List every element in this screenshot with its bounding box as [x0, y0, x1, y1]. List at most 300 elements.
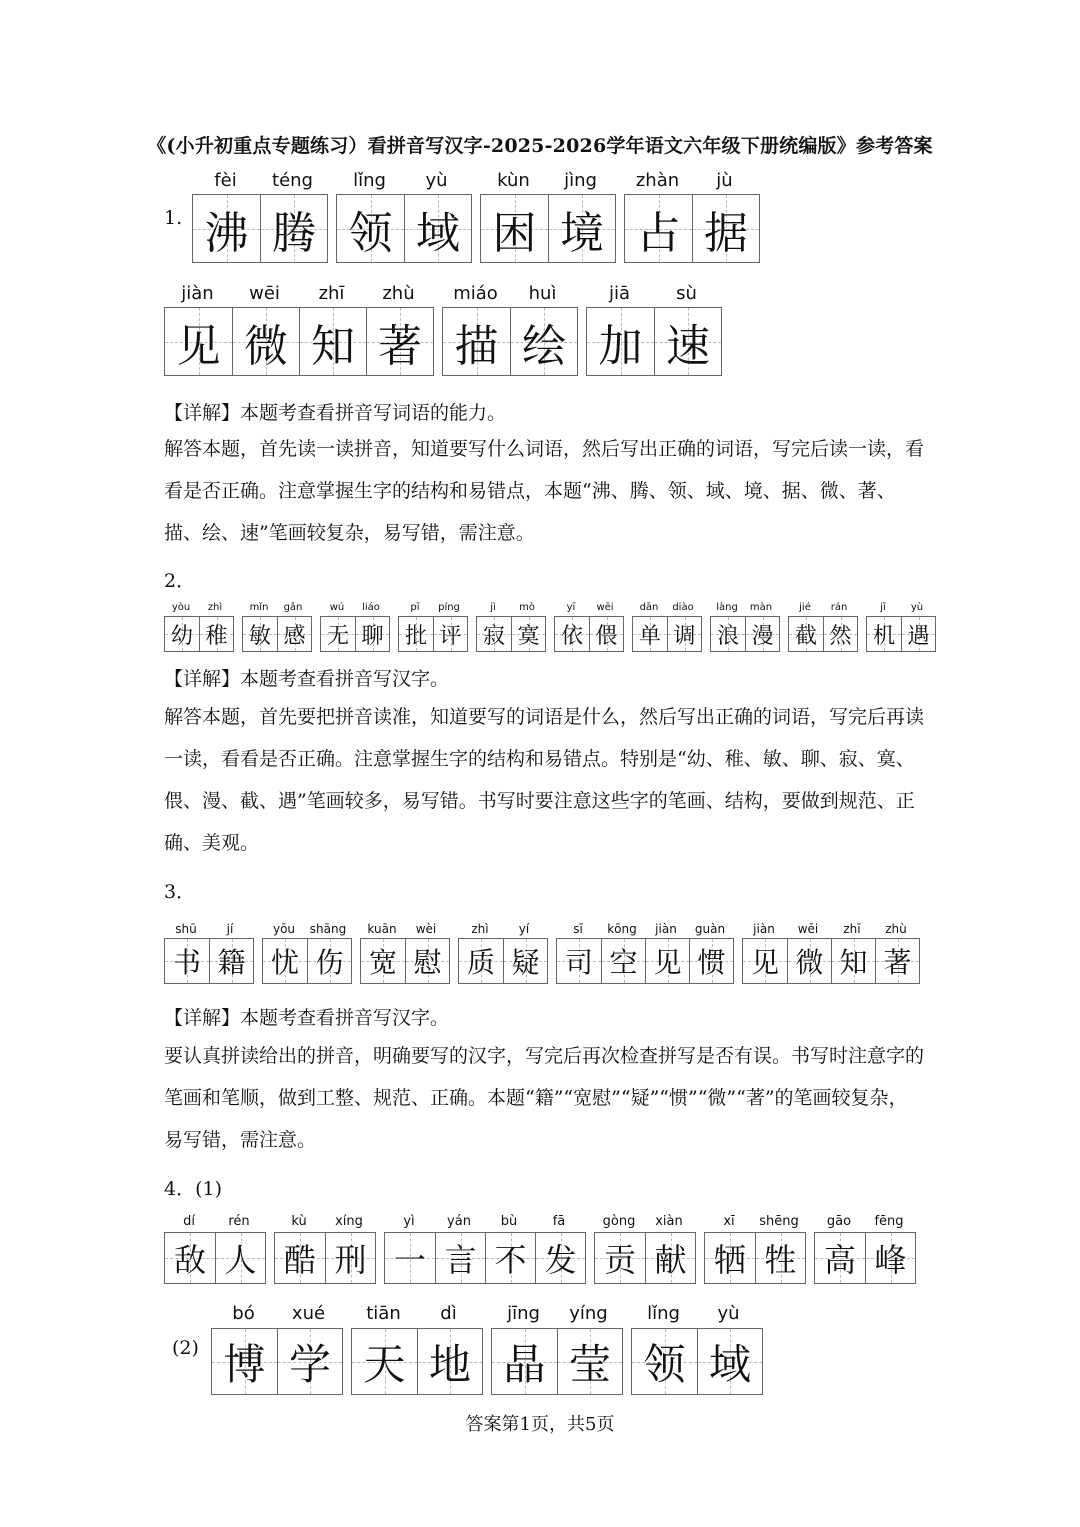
character-grid: [458, 938, 548, 984]
hanzi-character: 寞: [517, 623, 540, 649]
q1-row-1: [192, 168, 760, 263]
hanzi-character: 惯: [697, 946, 726, 979]
character-box: [481, 195, 548, 262]
word-group: [458, 920, 548, 984]
hanzi-character: 聊: [361, 623, 384, 649]
character-box: [212, 1329, 277, 1394]
hanzi-character: 疑: [511, 946, 540, 979]
pinyin-syllable: gòng: [602, 1214, 636, 1229]
character-box: [831, 939, 875, 983]
pinyin-syllable: yíng: [569, 1303, 608, 1324]
hanzi-character: 晶: [503, 1339, 546, 1389]
character-grid: [442, 307, 578, 376]
character-box: [404, 195, 471, 262]
pinyin-syllable: pī: [410, 602, 420, 613]
hanzi-character: 知: [311, 320, 355, 372]
hanzi-character: 司: [564, 946, 593, 979]
pinyin-syllable: dān: [639, 602, 659, 613]
character-grid: [476, 616, 546, 652]
character-box: [901, 617, 935, 651]
hanzi-character: 境: [560, 207, 604, 259]
character-grid: [242, 616, 312, 652]
character-box: [307, 939, 351, 983]
hanzi-character: 人: [224, 1241, 257, 1279]
character-box: [299, 308, 366, 375]
hanzi-character: 微: [795, 946, 824, 979]
character-grid: [164, 307, 434, 376]
character-box: [399, 617, 433, 651]
q3-explanation: [164, 1035, 924, 1161]
question-number-1: 1.: [164, 207, 183, 229]
pinyin-line: [631, 1300, 763, 1328]
hanzi-character: 见: [176, 320, 221, 372]
character-box: [815, 1233, 865, 1283]
character-box: [595, 1233, 645, 1283]
pinyin-syllable: yù: [425, 170, 448, 191]
character-box: [277, 1329, 342, 1394]
character-box: [589, 617, 623, 651]
q1-explanation: [164, 428, 924, 554]
character-box: [697, 1329, 762, 1394]
pinyin-syllable: yì: [403, 1214, 415, 1229]
pinyin-line: [586, 281, 722, 307]
pinyin-line: [458, 920, 548, 938]
hanzi-character: 酷: [283, 1241, 316, 1279]
hanzi-character: 然: [829, 623, 852, 649]
word-group: [360, 920, 450, 984]
character-grid: [556, 938, 734, 984]
character-grid: [594, 1232, 696, 1284]
character-box: [209, 939, 253, 983]
pinyin-syllable: guàn: [694, 922, 726, 936]
question-number-4-sub-2: (2): [172, 1337, 199, 1359]
pinyin-line: [594, 1212, 696, 1232]
pinyin-syllable: zhī: [318, 283, 345, 304]
hanzi-character: 高: [823, 1241, 856, 1279]
q1-paragraph: 解答本题，首先读一读拼音，知道要写什么词语，然后写出正确的词语，写完后读一读，看看是否正确。注意掌握生字的结构和易错点，本题“沸、腾、领、域、境、据、微、著、描、绘、速”笔画较复杂，易写错，需注意。: [164, 438, 925, 544]
pinyin-syllable: kuān: [367, 922, 397, 936]
pinyin-syllable: kōng: [607, 922, 637, 936]
character-grid: [274, 1232, 376, 1284]
pinyin-syllable: dí: [183, 1214, 195, 1229]
q2-paragraph: 解答本题，首先要把拼音读准，知道要写的词语是什么，然后写出正确的词语，写完后再读一读，看看是否正确。注意掌握生字的结构和易错点。特别是“幼、稚、敏、聊、寂、寞、偎、漫、截、遇”笔画较多，易写错。书写时要注意这些字的笔画、结构，要做到规范、正确、美观。: [164, 706, 925, 854]
hanzi-character: 言: [444, 1241, 477, 1279]
word-group: [624, 168, 760, 263]
character-box: [485, 1233, 535, 1283]
hanzi-character: 遇: [907, 623, 930, 649]
pinyin-syllable: bó: [232, 1303, 255, 1324]
pinyin-syllable: yōu: [272, 922, 296, 936]
hanzi-character: 地: [428, 1339, 471, 1389]
pinyin-syllable: màn: [749, 602, 773, 613]
character-grid: [624, 194, 760, 263]
hanzi-character: 机: [872, 623, 895, 649]
pinyin-syllable: téng: [272, 170, 313, 191]
q2-row-1: [164, 600, 936, 652]
pinyin-line: [788, 600, 858, 616]
hanzi-character: 牲: [764, 1241, 797, 1279]
hanzi-character: 加: [598, 320, 643, 372]
hanzi-character: 领: [348, 207, 393, 259]
character-box: [867, 617, 901, 651]
word-group: [556, 920, 734, 984]
pinyin-syllable: wú: [329, 602, 345, 613]
pinyin-syllable: gǎn: [283, 602, 303, 613]
pinyin-syllable: wèi: [415, 922, 437, 936]
pinyin-syllable: fèi: [214, 170, 237, 191]
pinyin-line: [242, 600, 312, 616]
hanzi-character: 稚: [205, 623, 228, 649]
character-box: [692, 195, 759, 262]
character-box: [510, 308, 577, 375]
pinyin-line: [336, 168, 472, 194]
pinyin-line: [554, 600, 624, 616]
hanzi-character: 知: [839, 946, 868, 979]
character-box: [277, 617, 311, 651]
hanzi-character: 不: [494, 1241, 527, 1279]
pinyin-syllable: yù: [910, 602, 924, 613]
word-group: [164, 1212, 266, 1284]
character-box: [654, 308, 721, 375]
q3-row-1: [164, 920, 920, 984]
character-grid: [491, 1328, 623, 1395]
hanzi-character: 牺: [713, 1241, 746, 1279]
pinyin-syllable: mǐn: [249, 602, 269, 613]
hanzi-character: 域: [416, 207, 460, 259]
character-box: [625, 195, 692, 262]
pinyin-line: [632, 600, 702, 616]
word-group: [491, 1300, 623, 1395]
character-box: [632, 1329, 697, 1394]
pinyin-syllable: zhì: [471, 922, 489, 936]
question-number-3: 3．: [164, 881, 196, 903]
pinyin-syllable: shū: [175, 922, 197, 936]
word-group: [632, 600, 702, 652]
pinyin-syllable: fā: [552, 1214, 566, 1229]
character-grid: [164, 1232, 266, 1284]
character-box: [165, 939, 209, 983]
pinyin-syllable: mò: [519, 602, 535, 613]
q3-detail: 【详解】本题考查看拼音写汉字。: [164, 1007, 450, 1029]
word-group: [242, 600, 312, 652]
pinyin-syllable: jī: [880, 602, 886, 613]
character-box: [477, 617, 511, 651]
pinyin-syllable: shēng: [759, 1214, 799, 1229]
hanzi-character: 著: [378, 320, 422, 372]
question-number-2: 2．: [164, 570, 196, 592]
pinyin-syllable: huì: [528, 283, 557, 304]
hanzi-character: 峰: [874, 1241, 907, 1279]
character-grid: [384, 1232, 586, 1284]
character-grid: [788, 616, 858, 652]
hanzi-character: 贡: [603, 1241, 636, 1279]
character-grid: [360, 938, 450, 984]
hanzi-character: 沸: [204, 207, 249, 259]
character-box: [645, 1233, 695, 1283]
character-box: [789, 617, 823, 651]
pinyin-line: [624, 168, 760, 194]
pinyin-line: [480, 168, 616, 194]
word-group: [398, 600, 468, 652]
word-group: [814, 1212, 916, 1284]
pinyin-line: [814, 1212, 916, 1232]
character-box: [361, 939, 405, 983]
character-box: [535, 1233, 585, 1283]
character-grid: [554, 616, 624, 652]
word-group: [704, 1212, 806, 1284]
character-box: [443, 308, 510, 375]
pinyin-syllable: tiān: [366, 1303, 401, 1324]
character-grid: [320, 616, 390, 652]
character-box: [787, 939, 831, 983]
hanzi-character: 域: [708, 1339, 751, 1389]
character-box: [492, 1329, 557, 1394]
pinyin-syllable: zhī: [843, 922, 861, 936]
pinyin-syllable: jīng: [507, 1303, 540, 1324]
character-box: [417, 1329, 482, 1394]
character-grid: [336, 194, 472, 263]
hanzi-character: 见: [750, 946, 779, 979]
pinyin-syllable: yòu: [171, 602, 191, 613]
character-grid: [586, 307, 722, 376]
pinyin-syllable: làng: [716, 602, 738, 613]
hanzi-character: 批: [404, 623, 427, 649]
character-box: [337, 195, 404, 262]
character-box: [745, 617, 779, 651]
hanzi-character: 博: [223, 1339, 266, 1389]
hanzi-character: 截: [794, 623, 817, 649]
word-group: [442, 281, 578, 376]
pinyin-syllable: zhù: [885, 922, 907, 936]
q1-row-2: [164, 281, 722, 376]
character-box: [321, 617, 355, 651]
character-box: [633, 617, 667, 651]
character-box: [385, 1233, 435, 1283]
character-box: [875, 939, 919, 983]
word-group: [480, 168, 616, 263]
word-group: [164, 600, 234, 652]
hanzi-character: 敌: [173, 1241, 206, 1279]
pinyin-syllable: xiàn: [655, 1214, 683, 1229]
character-grid: [262, 938, 352, 984]
character-box: [557, 939, 601, 983]
pinyin-line: [164, 281, 434, 307]
q3-paragraph: 要认真拼读给出的拼音，明确要写的汉字，写完后再次检查拼写是否有误。书写时注意字的笔画和笔顺，做到工整、规范、正确。本题“籍”“宽慰”“疑”“惯”“微”“著”的笔画较复杂，易写错，需注意。: [164, 1045, 925, 1151]
hanzi-character: 偎: [595, 623, 618, 649]
hanzi-character: 调: [673, 623, 696, 649]
character-grid: [632, 616, 702, 652]
hanzi-character: 质: [466, 946, 495, 979]
character-box: [165, 308, 232, 375]
hanzi-character: 发: [544, 1241, 577, 1279]
character-grid: [398, 616, 468, 652]
pinyin-line: [320, 600, 390, 616]
hanzi-character: 腾: [272, 207, 316, 259]
character-grid: [814, 1232, 916, 1284]
word-group: [710, 600, 780, 652]
pinyin-line: [211, 1300, 343, 1328]
hanzi-character: 领: [643, 1339, 686, 1389]
pinyin-syllable: rán: [830, 602, 848, 613]
hanzi-character: 单: [638, 623, 661, 649]
character-grid: [164, 616, 234, 652]
pinyin-syllable: jiàn: [655, 922, 677, 936]
pinyin-syllable: yí: [518, 922, 530, 936]
word-group: [211, 1300, 343, 1395]
pinyin-syllable: jí: [226, 922, 234, 936]
hanzi-character: 籍: [217, 946, 246, 979]
hanzi-character: 漫: [751, 623, 774, 649]
hanzi-character: 无: [326, 623, 349, 649]
pinyin-line: [704, 1212, 806, 1232]
q4-row-1: [164, 1212, 916, 1284]
pinyin-syllable: lǐng: [353, 170, 386, 191]
hanzi-character: 浪: [716, 623, 739, 649]
pinyin-line: [164, 600, 234, 616]
word-group: [586, 281, 722, 376]
word-group: [788, 600, 858, 652]
character-box: [503, 939, 547, 983]
character-grid: [631, 1328, 763, 1395]
pinyin-syllable: yī: [566, 602, 576, 613]
word-group: [594, 1212, 696, 1284]
hanzi-character: 著: [883, 946, 912, 979]
character-box: [435, 1233, 485, 1283]
character-box: [548, 195, 615, 262]
hanzi-character: 描: [454, 320, 499, 372]
character-box: [232, 308, 299, 375]
word-group: [631, 1300, 763, 1395]
word-group: [866, 600, 936, 652]
character-box: [243, 617, 277, 651]
pinyin-line: [351, 1300, 483, 1328]
pinyin-line: [556, 920, 734, 938]
hanzi-character: 评: [439, 623, 462, 649]
page-footer: 答案第1页，共5页: [465, 1414, 615, 1435]
character-grid: [704, 1232, 806, 1284]
pinyin-syllable: jiàn: [753, 922, 775, 936]
q2-explanation: [164, 696, 924, 864]
hanzi-character: 绘: [522, 320, 566, 372]
character-grid: [192, 194, 328, 263]
character-box: [355, 617, 389, 651]
character-box: [325, 1233, 375, 1283]
pinyin-syllable: sī: [573, 922, 583, 936]
character-box: [555, 617, 589, 651]
pinyin-line: [262, 920, 352, 938]
pinyin-syllable: jù: [716, 170, 733, 191]
question-number-4: 4．(1): [164, 1178, 223, 1200]
hanzi-character: 慰: [413, 946, 442, 979]
character-box: [865, 1233, 915, 1283]
pinyin-syllable: wēi: [249, 283, 280, 304]
character-box: [215, 1233, 265, 1283]
pinyin-syllable: rén: [228, 1214, 250, 1229]
hanzi-character: 莹: [568, 1339, 611, 1389]
word-group: [164, 920, 254, 984]
pinyin-line: [710, 600, 780, 616]
character-grid: [480, 194, 616, 263]
pinyin-syllable: zhàn: [635, 170, 680, 191]
hanzi-character: 刑: [334, 1241, 367, 1279]
pinyin-syllable: jié: [799, 602, 811, 613]
hanzi-character: 幼: [170, 623, 193, 649]
q4-row-2: [211, 1300, 763, 1395]
character-grid: [164, 938, 254, 984]
hanzi-character: 献: [654, 1241, 687, 1279]
pinyin-line: [274, 1212, 376, 1232]
character-grid: [351, 1328, 483, 1395]
hanzi-character: 困: [492, 207, 537, 259]
word-group: [262, 920, 352, 984]
word-group: [164, 281, 434, 376]
character-box: [601, 939, 645, 983]
pinyin-line: [866, 600, 936, 616]
hanzi-character: 伤: [315, 946, 344, 979]
character-box: [459, 939, 503, 983]
character-box: [511, 617, 545, 651]
pinyin-syllable: jì: [490, 602, 496, 613]
q2-detail: 【详解】本题考查看拼音写汉字。: [164, 668, 450, 690]
pinyin-syllable: liáo: [362, 602, 380, 613]
character-box: [433, 617, 467, 651]
pinyin-syllable: yán: [447, 1214, 471, 1229]
pinyin-syllable: xué: [291, 1303, 326, 1324]
character-box: [587, 308, 654, 375]
pinyin-syllable: jìng: [564, 170, 597, 191]
hanzi-character: 空: [609, 946, 638, 979]
pinyin-syllable: shāng: [309, 922, 347, 936]
pinyin-syllable: jiā: [608, 283, 631, 304]
character-box: [711, 617, 745, 651]
pinyin-syllable: bù: [500, 1214, 518, 1229]
pinyin-syllable: zhù: [382, 283, 415, 304]
pinyin-syllable: diào: [672, 602, 694, 613]
pinyin-syllable: wēi: [797, 922, 819, 936]
pinyin-syllable: wēi: [596, 602, 614, 613]
hanzi-character: 忧: [270, 946, 299, 979]
hanzi-character: 寂: [482, 623, 505, 649]
character-box: [705, 1233, 755, 1283]
hanzi-character: 天: [363, 1339, 406, 1389]
pinyin-syllable: sù: [676, 283, 697, 304]
pinyin-line: [360, 920, 450, 938]
pinyin-syllable: lǐng: [647, 1303, 680, 1324]
character-box: [352, 1329, 417, 1394]
hanzi-character: 宽: [368, 946, 397, 979]
character-box: [165, 1233, 215, 1283]
hanzi-character: 占: [636, 207, 681, 259]
character-box: [557, 1329, 622, 1394]
character-box: [743, 939, 787, 983]
pinyin-line: [164, 1212, 266, 1232]
pinyin-line: [192, 168, 328, 194]
hanzi-character: 感: [283, 623, 306, 649]
hanzi-character: 见: [653, 946, 682, 979]
character-box: [689, 939, 733, 983]
pinyin-line: [164, 920, 254, 938]
page-title: 《(小升初重点专题练习）看拼音写汉字-2025-2026学年语文六年级下册统编版》参考答案: [147, 135, 933, 157]
character-box: [366, 308, 433, 375]
word-group: [320, 600, 390, 652]
character-box: [755, 1233, 805, 1283]
pinyin-line: [442, 281, 578, 307]
pinyin-syllable: jiàn: [181, 283, 214, 304]
pinyin-line: [491, 1300, 623, 1328]
character-box: [263, 939, 307, 983]
pinyin-syllable: xíng: [335, 1214, 363, 1229]
pinyin-syllable: miáo: [453, 283, 498, 304]
